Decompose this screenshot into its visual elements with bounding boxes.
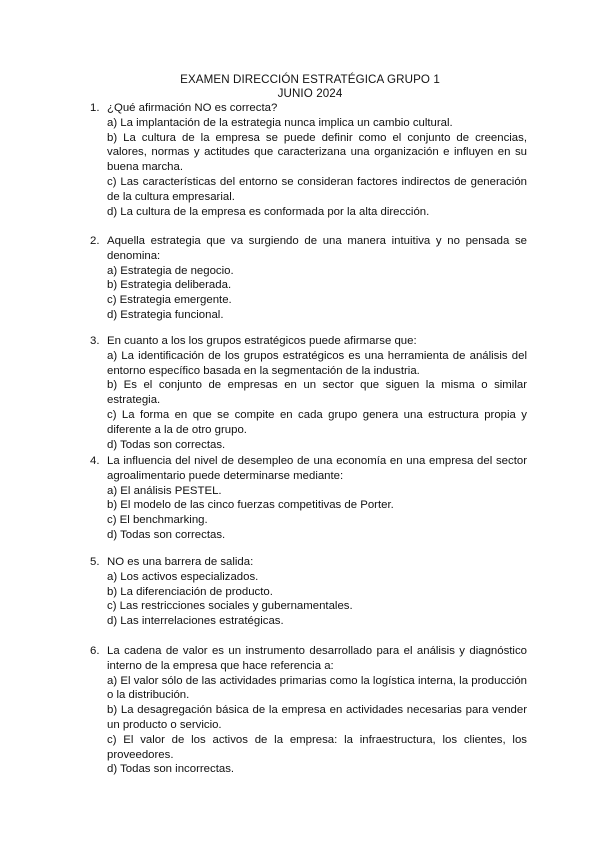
question-stem: Aquella estrategia que va surgiendo de una manera intuitiva y no pensada se denomina: <box>107 235 527 262</box>
option-b: b) La desagregación básica de la empresa en actividades necesarias para vender un producto o servicio. <box>107 704 527 731</box>
option-c: c) Las características del entorno se consideran factores indirectos de generación de la cultura empresarial. <box>107 175 527 203</box>
option-d: d) Todas son correctas. <box>107 528 226 541</box>
option-c: c) Estrategia emergente. <box>107 294 232 307</box>
option-c: c) El valor de los activos de la empresa: la infraestructura, los clientes, los proveedores. <box>107 733 527 761</box>
option-b: b) La cultura de la empresa se puede definir como el conjunto de creencias, valores, normas y actitudes que caracterizana una organización e influyen en su buena marcha. <box>107 131 527 174</box>
option-a: a) La identificación de los grupos estratégicos es una herramienta de análisis del entorno específico basada en la segmentación de la industria. <box>107 349 527 377</box>
option-b: b) La diferenciación de producto. <box>107 585 273 598</box>
option-b: b) Es el conjunto de empresas en un sector que siguen la misma o similar estrategia. <box>107 379 527 407</box>
exam-title: EXAMEN DIRECCIÓN ESTRATÉGICA GRUPO 1 <box>180 73 440 86</box>
question-number: 1. <box>90 102 100 114</box>
option-a: a) Los activos especializados. <box>107 570 259 583</box>
option-b: b) Estrategia deliberada. <box>107 279 232 292</box>
option-d: d) Las interrelaciones estratégicas. <box>107 615 284 628</box>
option-a: a) La implantación de la estrategia nunca implica un cambio cultural. <box>107 116 453 129</box>
question-3 <box>90 334 527 452</box>
question-stem: En cuanto a los los grupos estratégicos puede afirmarse que: <box>107 335 417 347</box>
question-number: 3. <box>90 335 100 347</box>
option-a: a) El análisis PESTEL. <box>107 484 222 497</box>
option-d: d) Todas son correctas. <box>107 438 226 451</box>
option-a: a) Estrategia de negocio. <box>107 264 234 277</box>
option-d: d) Todas son incorrectas. <box>107 763 235 776</box>
exam-date: JUNIO 2024 <box>277 87 343 100</box>
question-1 <box>90 101 527 219</box>
question-4 <box>90 454 527 543</box>
question-6 <box>90 644 527 777</box>
option-d: d) Estrategia funcional. <box>107 308 224 321</box>
question-stem: La influencia del nivel de desempleo de una economía en una empresa del sector agroalimentario puede determinarse mediante: <box>107 455 527 482</box>
question-5 <box>90 555 527 629</box>
question-number: 6. <box>90 645 100 657</box>
option-b: b) El modelo de las cinco fuerzas competitivas de Porter. <box>107 499 394 512</box>
option-c: c) El benchmarking. <box>107 514 208 527</box>
option-a: a) El valor sólo de las actividades primarias como la logística interna, la producción o la distribución. <box>107 674 527 702</box>
option-c: c) La forma en que se compite en cada grupo genera una estructura propia y diferente a la de otro grupo. <box>107 408 527 436</box>
question-stem: ¿Qué afirmación NO es correcta? <box>107 102 278 114</box>
question-number: 4. <box>90 455 100 467</box>
question-stem: La cadena de valor es un instrumento desarrollado para el análisis y diagnóstico interno de la empresa que hace referencia a: <box>107 645 527 672</box>
question-number: 5. <box>90 556 100 568</box>
option-d: d) La cultura de la empresa es conformada por la alta dirección. <box>107 205 430 218</box>
question-number: 2. <box>90 235 100 247</box>
question-stem: NO es una barrera de salida: <box>107 556 254 568</box>
option-c: c) Las restricciones sociales y gubernamentales. <box>107 600 353 613</box>
question-2 <box>90 234 527 323</box>
